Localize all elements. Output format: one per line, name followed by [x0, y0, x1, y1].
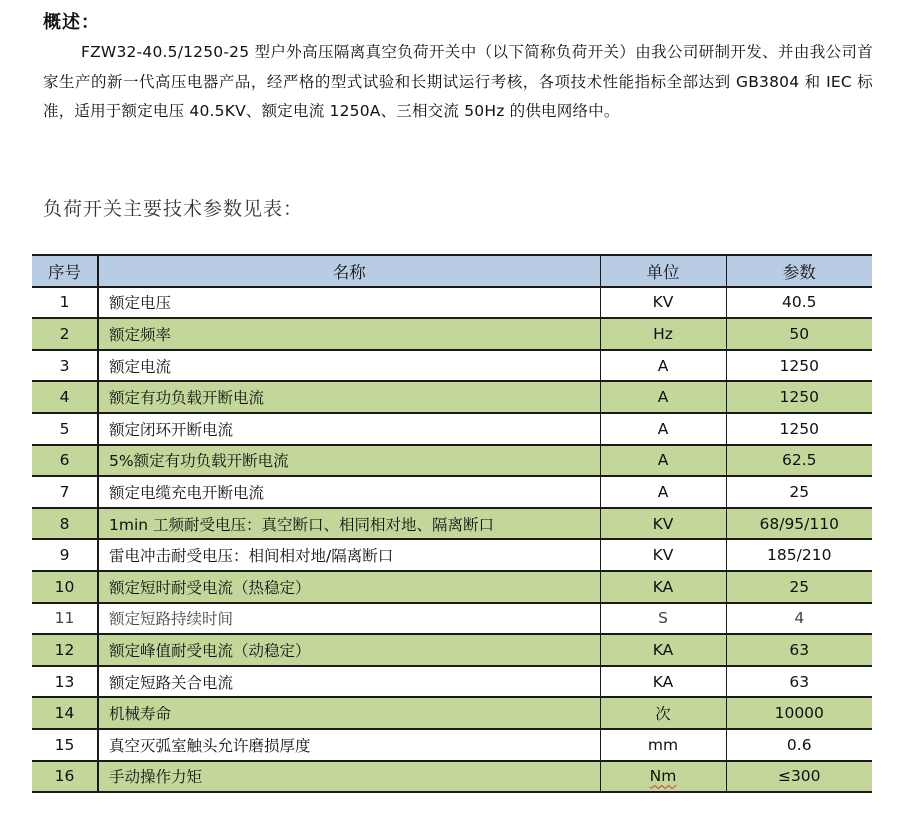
table-row: [32, 539, 872, 571]
cell-no: 9: [32, 539, 98, 571]
cell-name: 雷电冲击耐受电压：相间相对地/隔离断口: [98, 539, 600, 571]
cell-no: 3: [32, 350, 98, 382]
cell-unit: A: [600, 476, 726, 508]
table-row: [32, 697, 872, 729]
table-row: [32, 476, 872, 508]
cell-unit: A: [600, 350, 726, 382]
table-row: [32, 381, 872, 413]
cell-name: 额定频率: [98, 318, 600, 350]
cell-no: 15: [32, 729, 98, 761]
cell-value: 50: [726, 318, 872, 350]
table-row: [32, 571, 872, 603]
overview-title: 概述：: [43, 12, 100, 33]
table-row: [32, 413, 872, 445]
cell-value: 1250: [726, 350, 872, 382]
cell-no: 14: [32, 697, 98, 729]
cell-unit: A: [600, 381, 726, 413]
cell-value: 63: [726, 666, 872, 698]
cell-name: 1min 工频耐受电压：真空断口、相同相对地、隔离断口: [98, 508, 600, 540]
cell-name: 额定峰值耐受电流（动稳定）: [98, 634, 600, 666]
cell-unit: KV: [600, 539, 726, 571]
cell-value: 10000: [726, 697, 872, 729]
table-row: [32, 634, 872, 666]
table-row: [32, 508, 872, 540]
header-value: 参数: [726, 255, 872, 287]
cell-value: 4: [726, 603, 872, 635]
cell-no: 4: [32, 381, 98, 413]
cell-unit: S: [600, 603, 726, 635]
table-row: [32, 445, 872, 477]
cell-no: 5: [32, 413, 98, 445]
cell-no: 2: [32, 318, 98, 350]
cell-no: 11: [32, 603, 98, 635]
cell-value: ≤300: [726, 761, 872, 793]
table-row: [32, 350, 872, 382]
header-unit: 单位: [600, 255, 726, 287]
table-row: [32, 729, 872, 761]
cell-value: 0.6: [726, 729, 872, 761]
cell-name: 真空灭弧室触头允许磨损厚度: [98, 729, 600, 761]
header-name: 名称: [98, 255, 600, 287]
cell-value: 25: [726, 571, 872, 603]
table-row: [32, 603, 872, 635]
cell-no: 16: [32, 761, 98, 793]
cell-unit: [600, 761, 726, 793]
cell-name: 额定电压: [98, 287, 600, 319]
cell-no: 7: [32, 476, 98, 508]
cell-no: 6: [32, 445, 98, 477]
cell-name: 额定电缆充电开断电流: [98, 476, 600, 508]
cell-name: 5%额定有功负载开断电流: [98, 445, 600, 477]
cell-name: 额定闭环开断电流: [98, 413, 600, 445]
table-row: [32, 287, 872, 319]
cell-value: 62.5: [726, 445, 872, 477]
cell-unit: A: [600, 413, 726, 445]
cell-name: 手动操作力矩: [98, 761, 600, 793]
cell-value: 63: [726, 634, 872, 666]
cell-value: 185/210: [726, 539, 872, 571]
cell-no: 1: [32, 287, 98, 319]
cell-value: 68/95/110: [726, 508, 872, 540]
cell-value: 1250: [726, 381, 872, 413]
cell-unit: KA: [600, 666, 726, 698]
cell-unit: KA: [600, 634, 726, 666]
spellcheck-underlined-unit: Nm: [649, 767, 677, 786]
table-row: [32, 318, 872, 350]
cell-value: 1250: [726, 413, 872, 445]
cell-unit: A: [600, 445, 726, 477]
cell-unit: Hz: [600, 318, 726, 350]
cell-name: 额定短时耐受电流（热稳定）: [98, 571, 600, 603]
header-no: 序号: [32, 255, 98, 287]
cell-no: 10: [32, 571, 98, 603]
table-row: [32, 761, 872, 793]
cell-value: 40.5: [726, 287, 872, 319]
cell-unit: KV: [600, 508, 726, 540]
cell-unit: 次: [600, 697, 726, 729]
cell-no: 8: [32, 508, 98, 540]
cell-unit: KV: [600, 287, 726, 319]
table-header-row: [32, 255, 872, 287]
technical-parameters-table: [32, 254, 872, 793]
cell-name: 额定有功负载开断电流: [98, 381, 600, 413]
cell-name: 额定短路关合电流: [98, 666, 600, 698]
cell-name: 机械寿命: [98, 697, 600, 729]
cell-name: 额定短路持续时间: [98, 603, 600, 635]
cell-no: 12: [32, 634, 98, 666]
cell-value: 25: [726, 476, 872, 508]
cell-unit: KA: [600, 571, 726, 603]
cell-unit: mm: [600, 729, 726, 761]
table-row: [32, 666, 872, 698]
table-heading: 负荷开关主要技术参数见表：: [43, 198, 304, 220]
overview-paragraph: FZW32-40.5/1250-25 型户外高压隔离真空负荷开关中（以下简称负荷开关）由我公司研制开发、并由我公司首家生产的新一代高压电器产品，经严格的型式试验和长期试运行考核，各项技术性能指标全部达到 GB3804 和 IEC 标准，适用于额定电压 40.5KV、额定电流 1250A、三相交流 50Hz 的供电网络中。: [43, 43, 873, 120]
cell-no: 13: [32, 666, 98, 698]
cell-name: 额定电流: [98, 350, 600, 382]
